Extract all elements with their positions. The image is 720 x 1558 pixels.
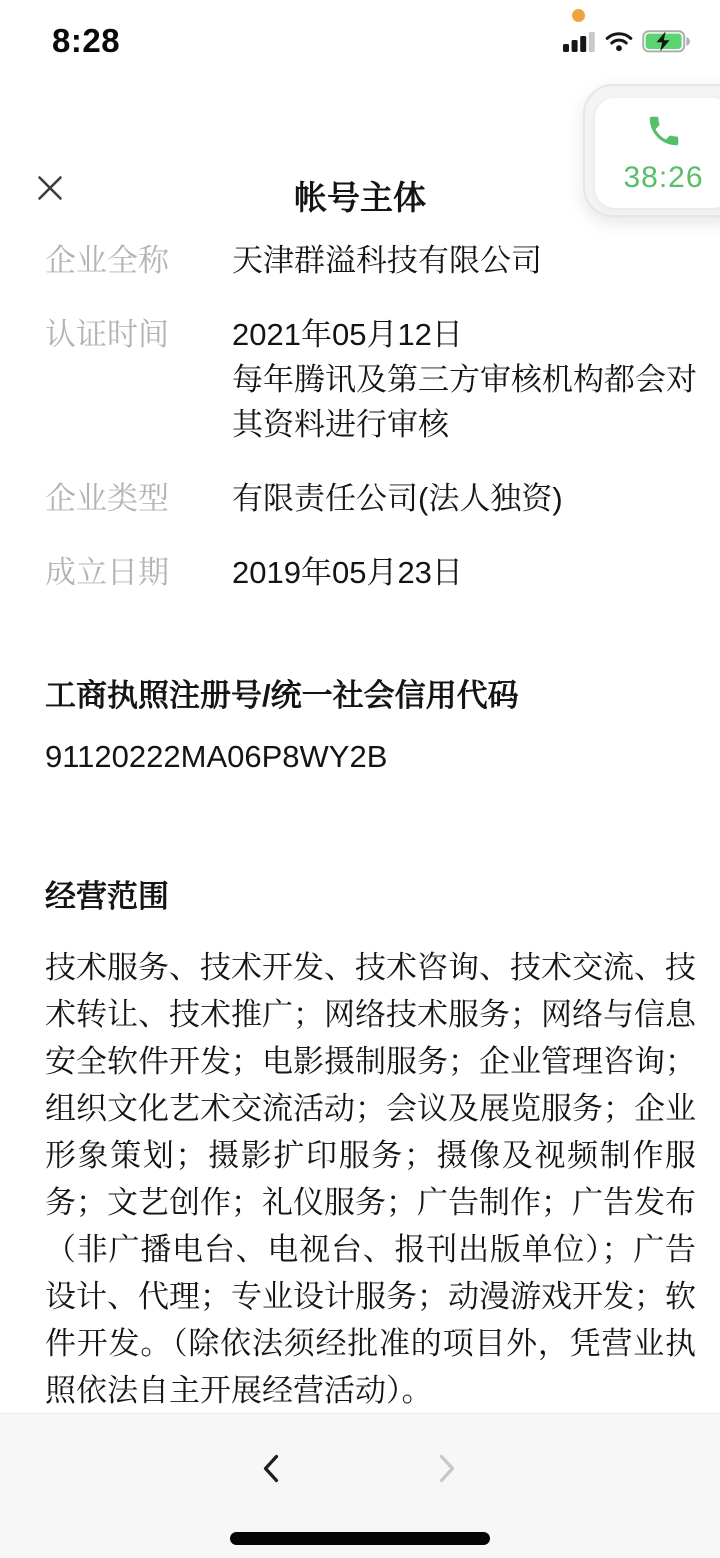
chevron-right-icon xyxy=(428,1451,464,1490)
phone-icon xyxy=(645,112,683,155)
business-scope-title: 经营范围 xyxy=(45,879,169,914)
account-subject-content xyxy=(45,238,702,1414)
wifi-icon xyxy=(605,31,633,57)
call-timer: 38:26 xyxy=(623,160,704,194)
info-label: 企业类型 xyxy=(45,481,169,516)
license-section-title: 工商执照注册号/统一社会信用代码 xyxy=(45,678,519,713)
microphone-recording-dot-icon xyxy=(572,9,585,22)
home-indicator[interactable] xyxy=(230,1532,490,1545)
status-time: 8:28 xyxy=(52,22,121,59)
chevron-left-icon xyxy=(254,1451,290,1490)
forward-button[interactable] xyxy=(414,1438,478,1502)
bottom-toolbar xyxy=(0,1413,720,1558)
info-row-company-name xyxy=(45,238,702,283)
info-value: 有限责任公司(法人独资) xyxy=(232,481,563,516)
info-row-founded-date xyxy=(45,550,702,595)
info-value: 2019年05月23日 xyxy=(232,555,463,590)
section-license xyxy=(45,673,702,779)
license-code: 91120222MA06P8WY2B xyxy=(45,739,388,774)
back-button[interactable] xyxy=(240,1438,304,1502)
status-bar xyxy=(0,0,720,66)
info-row-company-type xyxy=(45,476,702,521)
battery-charging-icon xyxy=(642,30,690,58)
info-label: 企业全称 xyxy=(45,243,169,278)
info-label: 认证时间 xyxy=(45,317,169,352)
info-value: 天津群溢科技有限公司 xyxy=(232,243,542,278)
info-value xyxy=(232,312,702,447)
info-label: 成立日期 xyxy=(45,555,169,590)
verify-date: 2021年05月12日 xyxy=(232,317,463,352)
info-row-verify-time xyxy=(45,312,702,447)
business-scope-text: 技术服务、技术开发、技术咨询、技术交流、技术转让、技术推广；网络技术服务；网络与信息安全软件开发；电影摄制服务；企业管理咨询；组织文化艺术交流活动；会议及展览服务；企业形象策划；摄影扩印服务；摄像及视频制作服务；文艺创作；礼仪服务；广告制作；广告发布（非广播电台、电视台、报刊出版单位）；广告设计、代理；专业设计服务；动漫游戏开发；软件开发。（除依法须经批准的项目外，凭营业执照依法自主开展经营活动）。 xyxy=(45,950,696,1408)
ongoing-call-widget[interactable] xyxy=(583,84,720,217)
ongoing-call-card xyxy=(595,98,720,208)
verify-note: 每年腾讯及第三方审核机构都会对其资料进行审核 xyxy=(232,362,697,442)
section-business-scope xyxy=(45,874,702,1414)
cellular-signal-icon xyxy=(563,31,596,57)
page-title: 帐号主体 xyxy=(294,179,426,216)
status-icons xyxy=(563,30,690,58)
